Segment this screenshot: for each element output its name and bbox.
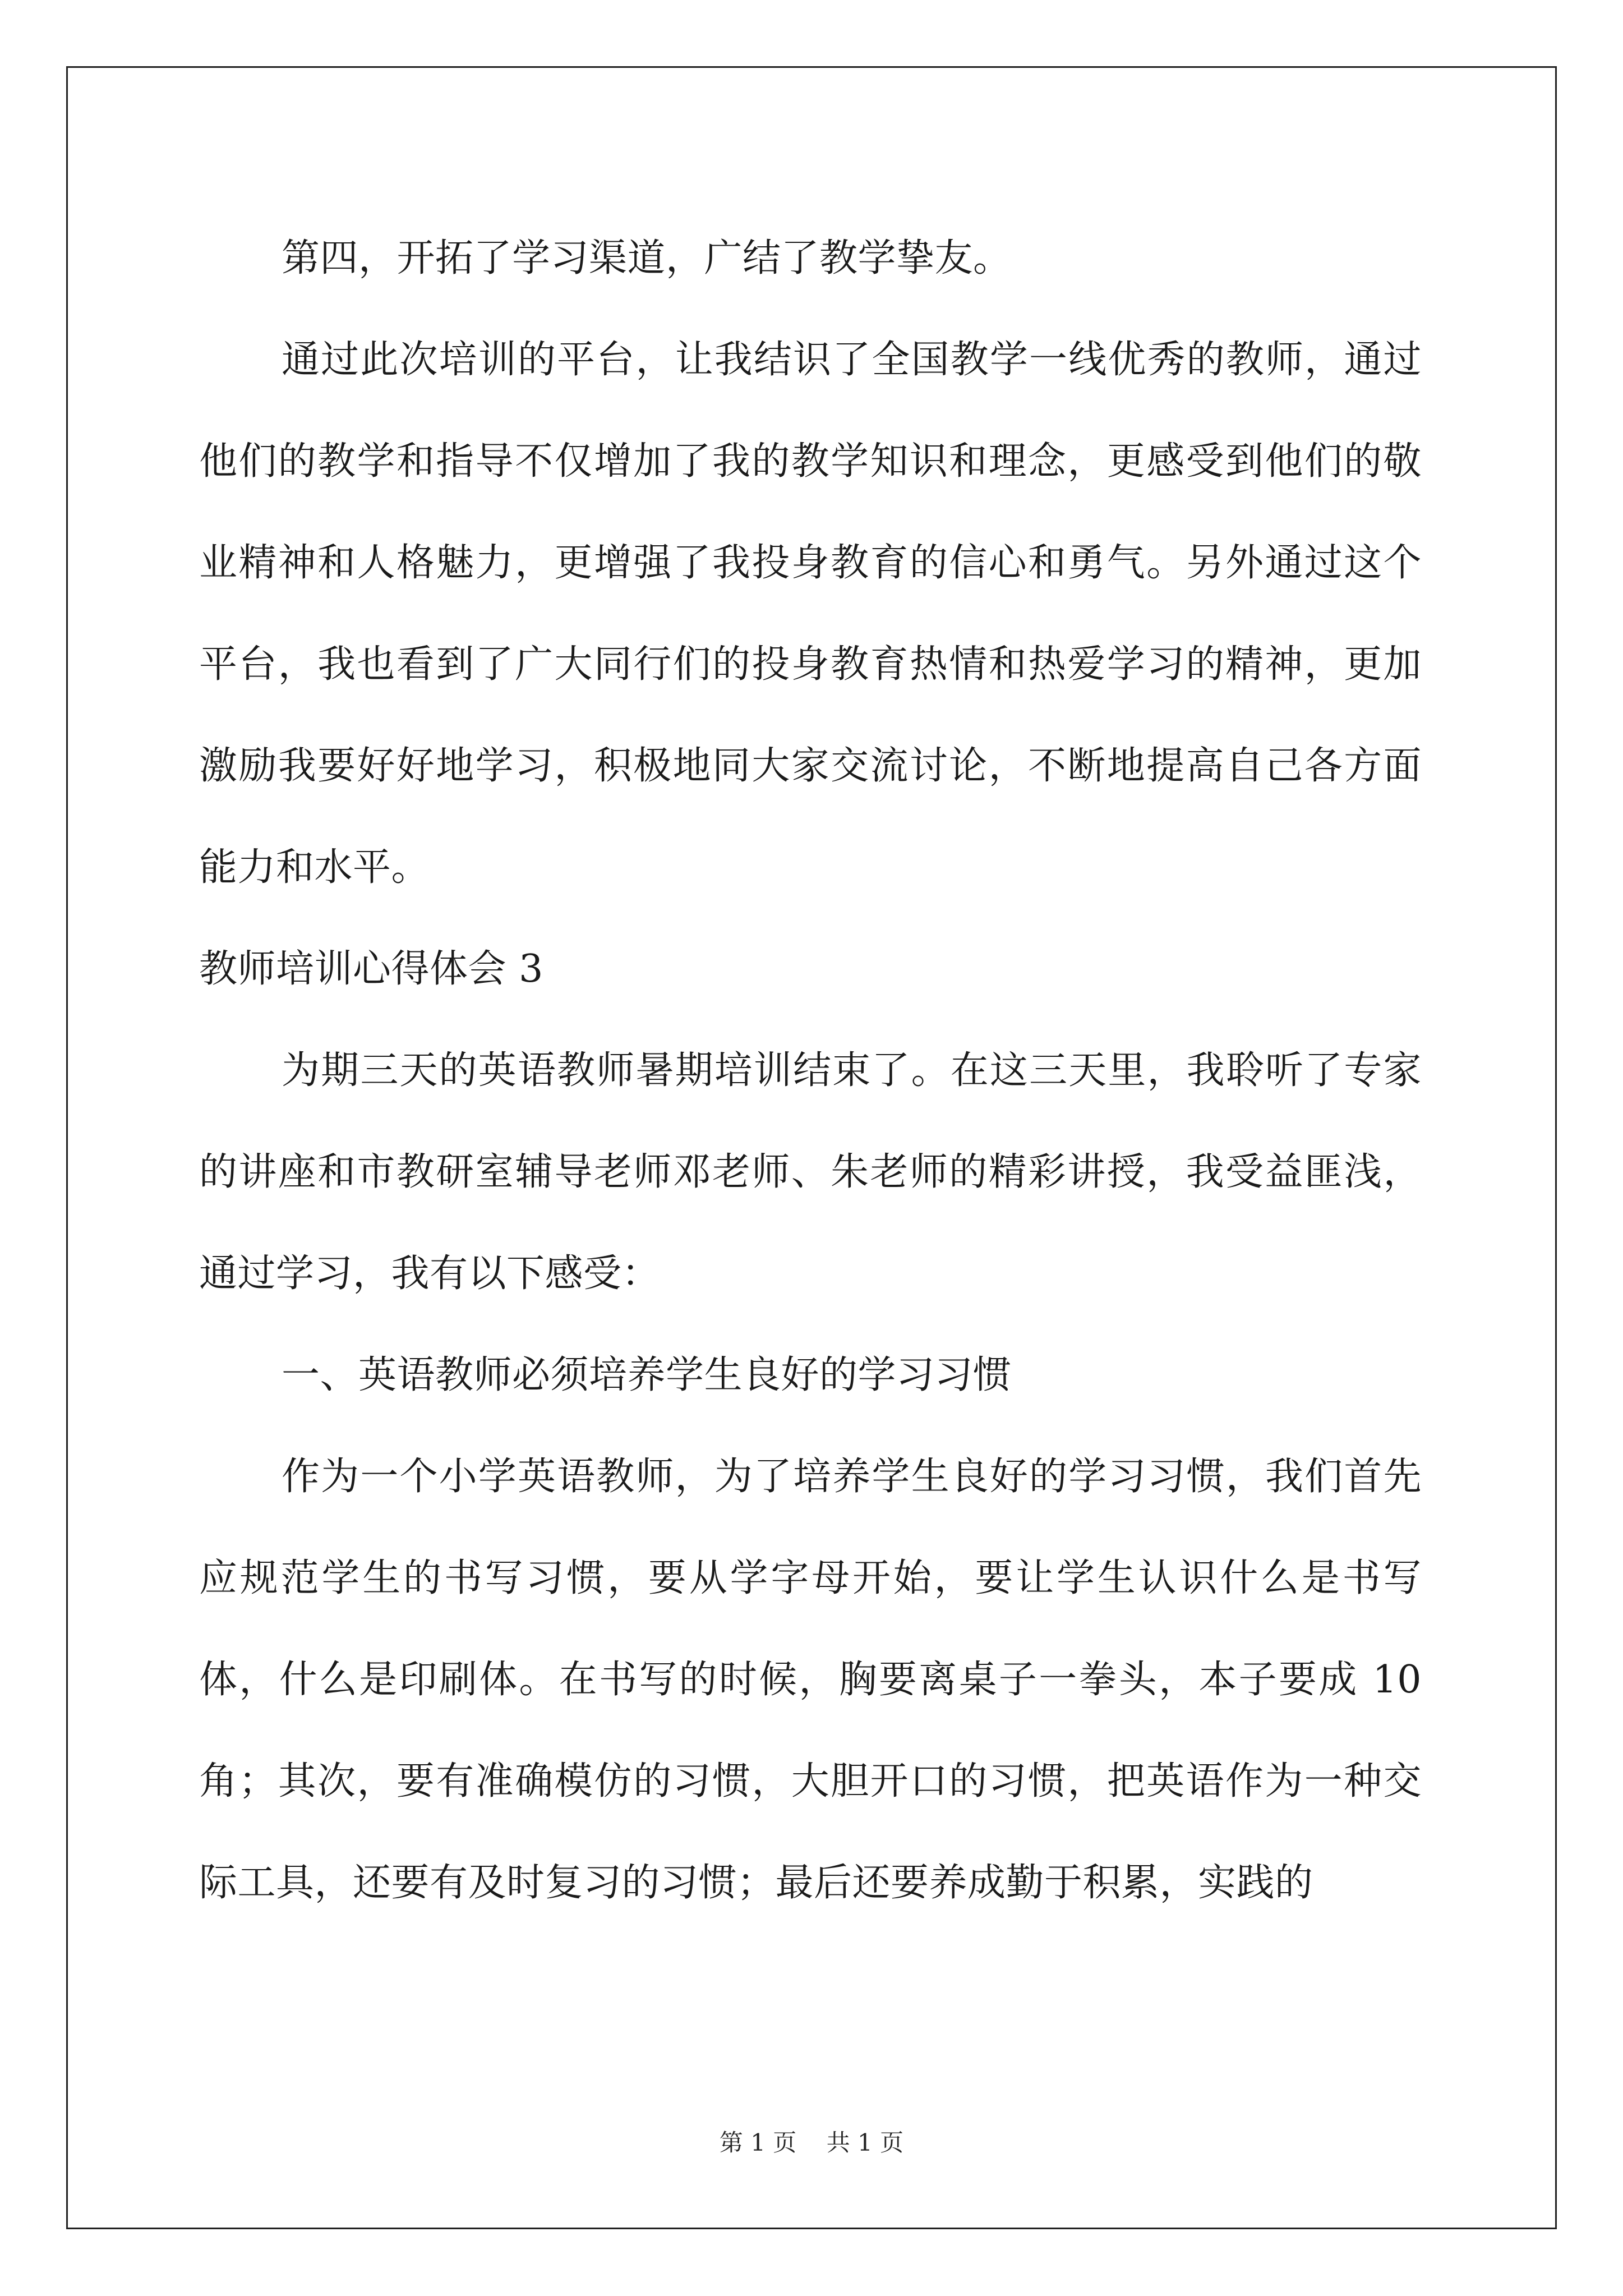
paragraph: 一、英语教师必须培养学生良好的学习习惯	[282, 1353, 1012, 1397]
page-number: 第 1 页	[719, 2129, 797, 2156]
document-body	[199, 208, 1422, 1934]
paragraph: 通过此次培训的平台，让我结识了全国教学一线优秀的教师，通过他们的教学和指导不仅增加了我的教学知识和理念，更感受到他们的敬业精神和人格魅力，更增强了我投身教育的信心和勇气。另外通过这个平台，我也看到了广大同行们的投身教育热情和热爱学习的精神，更加激励我要好好地学习，积极地同大家交流讨论，不断地提高自己各方面能力和水平。	[199, 338, 1422, 890]
page-footer	[0, 2126, 1623, 2160]
paragraph: 第四，开拓了学习渠道，广结了教学挚友。	[282, 236, 1012, 280]
paragraph: 作为一个小学英语教师，为了培养学生良好的学习习惯，我们首先应规范学生的书写习惯，要从学字母开始，要让学生认识什么是书写体，什么是印刷体。在书写的时候，胸要离桌子一拳头，本子要成 10 角；其次，要有准确模仿的习惯，大胆开口的习惯，把英语作为一种交际工具，还要有及时复习的习惯；最后还要养成勤于积累，实践的	[199, 1455, 1422, 1905]
paragraph: 为期三天的英语教师暑期培训结束了。在这三天里，我聆听了专家的讲座和市教研室辅导老师邓老师、朱老师的精彩讲授，我受益匪浅，通过学习，我有以下感受：	[199, 1048, 1422, 1296]
section-title: 教师培训心得体会 3	[199, 947, 543, 991]
page-total: 共 1 页	[826, 2129, 904, 2156]
